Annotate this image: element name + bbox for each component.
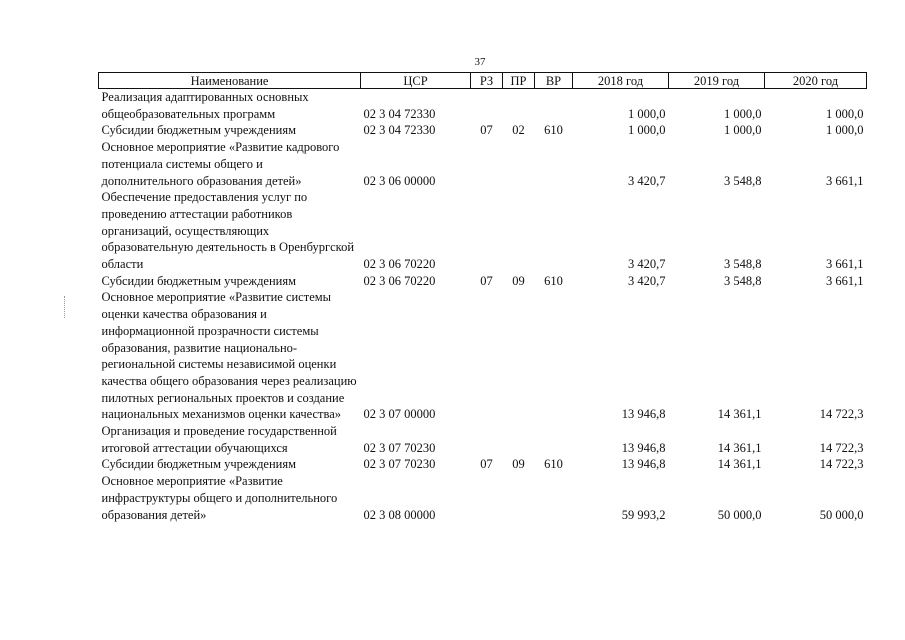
row-pr <box>503 89 535 123</box>
header-rz: РЗ <box>471 73 503 89</box>
row-2018: 13 946,8 <box>621 407 666 422</box>
row-rz <box>471 473 503 523</box>
header-name: Наименование <box>99 73 361 89</box>
row-2020: 14 722,3 <box>819 407 864 422</box>
header-2019: 2019 год <box>669 73 765 89</box>
row-name: Субсидии бюджетным учреждениям <box>101 123 297 138</box>
row-rz: 07 <box>480 273 493 288</box>
row-pr <box>503 423 535 456</box>
row-pr <box>503 289 535 423</box>
table-row <box>99 456 867 473</box>
row-2020: 3 661,1 <box>826 257 864 272</box>
table-row <box>99 273 867 290</box>
row-2019: 14 361,1 <box>717 407 762 422</box>
row-rz <box>471 423 503 456</box>
row-2019: 1 000,0 <box>724 106 762 121</box>
row-vr: 610 <box>544 457 563 472</box>
row-2018: 59 993,2 <box>621 507 666 522</box>
table-row <box>99 139 867 189</box>
row-2018: 3 420,7 <box>628 173 666 188</box>
row-csr: 02 3 07 00000 <box>363 407 436 422</box>
table-row <box>99 423 867 456</box>
row-2019: 1 000,0 <box>724 123 762 138</box>
row-2018: 13 946,8 <box>621 440 666 455</box>
budget-table <box>98 72 867 523</box>
header-2018: 2018 год <box>573 73 669 89</box>
row-csr: 02 3 08 00000 <box>363 507 436 522</box>
row-vr <box>535 473 573 523</box>
row-name: Организация и проведение государственной итоговой аттестации обучающихся <box>101 424 337 455</box>
table-row <box>99 122 867 139</box>
row-name: Субсидии бюджетным учреждениям <box>101 273 297 288</box>
row-vr <box>535 139 573 189</box>
row-2020: 3 661,1 <box>826 173 864 188</box>
row-pr <box>503 189 535 273</box>
row-2019: 3 548,8 <box>724 173 762 188</box>
row-rz <box>471 89 503 123</box>
row-csr: 02 3 07 70230 <box>363 440 436 455</box>
table-row <box>99 89 867 123</box>
row-pr <box>503 139 535 189</box>
row-vr <box>535 289 573 423</box>
row-csr: 02 3 04 72330 <box>363 123 436 138</box>
row-vr <box>535 89 573 123</box>
row-vr <box>535 189 573 273</box>
row-name: Обеспечение предоставления услуг по проведению аттестации работников организаций, осуществляющих образовательную деятельность в Оренбургской области <box>101 190 355 272</box>
row-rz: 07 <box>480 457 493 472</box>
header-vr: ВР <box>535 73 573 89</box>
header-csr: ЦСР <box>361 73 471 89</box>
row-2020: 1 000,0 <box>826 123 864 138</box>
row-pr: 09 <box>512 273 525 288</box>
row-2019: 50 000,0 <box>717 507 762 522</box>
table-header-row <box>99 73 867 89</box>
page-number: 37 <box>474 56 486 68</box>
row-name: Основное мероприятие «Развитие кадрового потенциала системы общего и дополнительного образования детей» <box>101 140 340 188</box>
row-2020: 3 661,1 <box>826 273 864 288</box>
row-name: Основное мероприятие «Развитие инфраструктуры общего и дополнительного образования детей» <box>101 474 338 522</box>
row-2019: 14 361,1 <box>717 457 762 472</box>
row-2020: 50 000,0 <box>819 507 864 522</box>
row-name: Реализация адаптированных основных общеобразовательных программ <box>101 90 309 121</box>
row-2018: 1 000,0 <box>628 106 666 121</box>
row-pr: 02 <box>512 123 525 138</box>
row-vr <box>535 423 573 456</box>
table-row <box>99 189 867 273</box>
row-2018: 3 420,7 <box>628 273 666 288</box>
row-vr: 610 <box>544 273 563 288</box>
row-2019: 3 548,8 <box>724 273 762 288</box>
row-name: Субсидии бюджетным учреждениям <box>101 457 297 472</box>
row-2020: 14 722,3 <box>819 457 864 472</box>
row-csr: 02 3 04 72330 <box>363 106 436 121</box>
row-pr: 09 <box>512 457 525 472</box>
margin-mark <box>64 296 69 318</box>
row-2019: 14 361,1 <box>717 440 762 455</box>
table-row <box>99 473 867 523</box>
row-name: Основное мероприятие «Развитие системы оценки качества образования и информационной прозрачности системы образования, развитие национально-региональной системы независимой оценки качества общего образования через реализацию пилотных региональных проектов и создание национальных механизмов оценки качества» <box>101 290 357 422</box>
row-2018: 1 000,0 <box>628 123 666 138</box>
row-csr: 02 3 06 70220 <box>363 273 436 288</box>
row-csr: 02 3 07 70230 <box>363 457 436 472</box>
row-csr: 02 3 06 70220 <box>363 257 436 272</box>
row-2019: 3 548,8 <box>724 257 762 272</box>
header-2020: 2020 год <box>765 73 867 89</box>
row-vr: 610 <box>544 123 563 138</box>
row-2018: 13 946,8 <box>621 457 666 472</box>
row-rz <box>471 189 503 273</box>
table-row <box>99 289 867 423</box>
row-rz <box>471 289 503 423</box>
row-pr <box>503 473 535 523</box>
row-2018: 3 420,7 <box>628 257 666 272</box>
row-rz <box>471 139 503 189</box>
row-rz: 07 <box>480 123 493 138</box>
header-pr: ПР <box>503 73 535 89</box>
row-csr: 02 3 06 00000 <box>363 173 436 188</box>
row-2020: 1 000,0 <box>826 106 864 121</box>
row-2020: 14 722,3 <box>819 440 864 455</box>
